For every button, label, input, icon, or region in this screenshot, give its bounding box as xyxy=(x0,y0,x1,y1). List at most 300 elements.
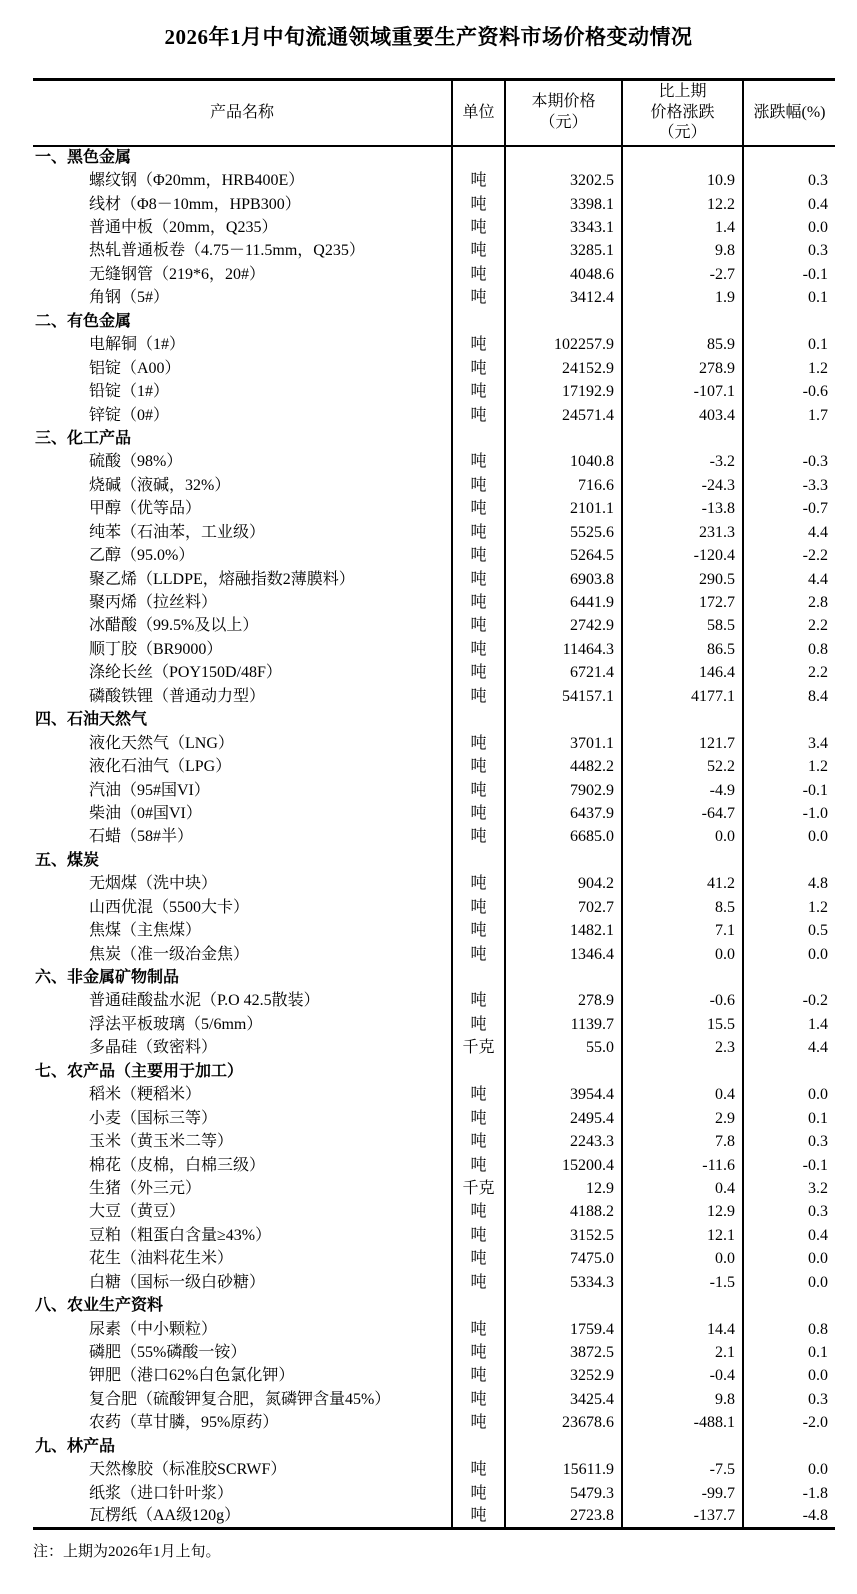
price-cell xyxy=(505,1060,622,1083)
unit-cell: 吨 xyxy=(452,169,505,192)
section-title: 三、化工产品 xyxy=(35,429,132,447)
product-name-cell: 小麦（国标三等） xyxy=(89,1109,218,1127)
unit-cell: 吨 xyxy=(452,1271,505,1294)
price-cell xyxy=(505,966,622,989)
product-row xyxy=(33,380,835,403)
change-cell: 9.8 xyxy=(622,1388,743,1411)
product-row xyxy=(33,591,835,614)
change-cell: -1.5 xyxy=(622,1271,743,1294)
product-name-cell: 硫酸（98%） xyxy=(89,453,183,471)
product-name-cell: 钾肥（港口62%白色氯化钾） xyxy=(89,1367,295,1385)
product-row xyxy=(33,544,835,567)
product-name-cell: 普通硅酸盐水泥（P.O 42.5散装） xyxy=(89,992,320,1010)
product-name-cell: 白糖（国标一级白砂糖） xyxy=(89,1273,266,1291)
product-name-cell: 顺丁胶（BR9000） xyxy=(89,640,223,658)
unit-cell: 吨 xyxy=(452,873,505,896)
price-cell: 3343.1 xyxy=(505,216,622,239)
pct-cell xyxy=(743,709,835,732)
product-name-cell: 磷肥（55%磷酸一铵） xyxy=(89,1344,247,1362)
pct-cell: 0.0 xyxy=(743,1271,835,1294)
unit-cell: 吨 xyxy=(452,521,505,544)
product-row xyxy=(33,1341,835,1364)
product-name-cell: 焦炭（准一级冶金焦） xyxy=(89,945,250,963)
unit-cell: 吨 xyxy=(452,1248,505,1271)
product-name-cell: 石蜡（58#半） xyxy=(89,828,194,846)
pct-cell: -4.8 xyxy=(743,1505,835,1528)
price-cell: 2101.1 xyxy=(505,498,622,521)
price-cell: 6437.9 xyxy=(505,802,622,825)
product-name-cell: 角钢（5#） xyxy=(89,289,170,307)
pct-cell: 2.8 xyxy=(743,591,835,614)
unit-cell: 吨 xyxy=(452,662,505,685)
pct-cell: 0.0 xyxy=(743,943,835,966)
change-cell: 2.1 xyxy=(622,1341,743,1364)
change-cell: 4177.1 xyxy=(622,685,743,708)
unit-cell xyxy=(452,966,505,989)
change-cell: -3.2 xyxy=(622,451,743,474)
product-name-cell: 豆粕（粗蛋白含量≥43%） xyxy=(89,1226,272,1244)
product-name-cell: 锌锭（0#） xyxy=(89,406,170,424)
pct-cell: 1.4 xyxy=(743,1013,835,1036)
unit-cell: 吨 xyxy=(452,1459,505,1482)
change-cell xyxy=(622,966,743,989)
product-name-cell: 焦煤（主焦煤） xyxy=(89,922,202,940)
pct-cell: -0.1 xyxy=(743,779,835,802)
product-row xyxy=(33,1459,835,1482)
product-row xyxy=(33,474,835,497)
pct-cell: 0.3 xyxy=(743,1130,835,1153)
product-name-cell: 普通中板（20mm，Q235） xyxy=(89,219,278,237)
product-name-cell: 涤纶长丝（POY150D/48F） xyxy=(89,664,282,682)
change-cell: 9.8 xyxy=(622,240,743,263)
product-row xyxy=(33,1505,835,1528)
pct-cell: 3.2 xyxy=(743,1177,835,1200)
change-cell: 7.1 xyxy=(622,919,743,942)
unit-cell: 吨 xyxy=(452,732,505,755)
price-cell xyxy=(505,1435,622,1458)
pct-cell: 1.2 xyxy=(743,755,835,778)
section-row xyxy=(33,427,835,450)
product-row xyxy=(33,919,835,942)
product-row xyxy=(33,1013,835,1036)
change-cell: 278.9 xyxy=(622,357,743,380)
product-row xyxy=(33,1201,835,1224)
price-cell: 3398.1 xyxy=(505,193,622,216)
unit-cell xyxy=(452,849,505,872)
price-cell: 24571.4 xyxy=(505,404,622,427)
change-cell: 58.5 xyxy=(622,615,743,638)
unit-cell: 吨 xyxy=(452,802,505,825)
product-row xyxy=(33,638,835,661)
unit-cell: 吨 xyxy=(452,1013,505,1036)
price-cell xyxy=(505,310,622,333)
product-name-cell: 烧碱（液碱，32%） xyxy=(89,476,231,494)
col-header-price-change xyxy=(622,80,743,147)
product-row xyxy=(33,568,835,591)
product-name-cell: 液化石油气（LPG） xyxy=(89,758,232,776)
price-cell xyxy=(505,709,622,732)
product-row xyxy=(33,1107,835,1130)
pct-cell: 0.1 xyxy=(743,1341,835,1364)
product-row xyxy=(33,169,835,192)
price-cell xyxy=(505,849,622,872)
unit-cell xyxy=(452,1060,505,1083)
section-title: 四、石油天然气 xyxy=(35,711,148,729)
product-row xyxy=(33,521,835,544)
product-row xyxy=(33,826,835,849)
pct-cell xyxy=(743,310,835,333)
price-cell: 3701.1 xyxy=(505,732,622,755)
change-cell: -64.7 xyxy=(622,802,743,825)
change-cell: -4.9 xyxy=(622,779,743,802)
unit-cell: 吨 xyxy=(452,1130,505,1153)
price-cell xyxy=(505,1294,622,1317)
product-row xyxy=(33,943,835,966)
unit-cell: 吨 xyxy=(452,896,505,919)
pct-cell: 0.0 xyxy=(743,1365,835,1388)
change-cell xyxy=(622,146,743,169)
product-row xyxy=(33,802,835,825)
product-name-cell: 棉花（皮棉，白棉三级） xyxy=(89,1156,266,1174)
price-cell: 278.9 xyxy=(505,990,622,1013)
section-row xyxy=(33,709,835,732)
pct-cell: -2.0 xyxy=(743,1412,835,1435)
unit-cell: 吨 xyxy=(452,1505,505,1528)
pct-cell: 0.4 xyxy=(743,1224,835,1247)
unit-cell: 吨 xyxy=(452,1482,505,1505)
change-cell: -120.4 xyxy=(622,544,743,567)
product-name-cell: 大豆（黄豆） xyxy=(89,1203,186,1221)
change-cell: 15.5 xyxy=(622,1013,743,1036)
page-title: 2026年1月中旬流通领域重要生产资料市场价格变动情况 xyxy=(164,25,693,49)
product-row xyxy=(33,1412,835,1435)
pct-cell: 0.3 xyxy=(743,1201,835,1224)
product-name-cell: 线材（Φ8－10mm，HPB300） xyxy=(89,195,301,213)
product-row xyxy=(33,1224,835,1247)
change-cell: -137.7 xyxy=(622,1505,743,1528)
change-cell: 0.0 xyxy=(622,1248,743,1271)
unit-cell: 吨 xyxy=(452,334,505,357)
pct-cell: 0.3 xyxy=(743,169,835,192)
product-name-cell: 花生（油料花生米） xyxy=(89,1250,234,1268)
col-header-current-price-line2: （元） xyxy=(539,114,588,131)
change-cell: -107.1 xyxy=(622,380,743,403)
product-row xyxy=(33,1388,835,1411)
price-cell: 3202.5 xyxy=(505,169,622,192)
change-cell: 14.4 xyxy=(622,1318,743,1341)
pct-cell: 2.2 xyxy=(743,662,835,685)
pct-cell: 0.0 xyxy=(743,216,835,239)
product-row xyxy=(33,498,835,521)
price-cell xyxy=(505,427,622,450)
product-name-cell: 汽油（95#国VI） xyxy=(89,781,210,799)
price-cell: 7475.0 xyxy=(505,1248,622,1271)
unit-cell xyxy=(452,709,505,732)
pct-cell: -0.6 xyxy=(743,380,835,403)
price-cell: 102257.9 xyxy=(505,334,622,357)
col-header-change-pct: 涨跌幅(%) xyxy=(743,80,835,147)
product-row xyxy=(33,1318,835,1341)
price-cell: 716.6 xyxy=(505,474,622,497)
change-cell: 12.9 xyxy=(622,1201,743,1224)
change-cell: 0.4 xyxy=(622,1177,743,1200)
price-cell: 5334.3 xyxy=(505,1271,622,1294)
product-name-cell: 聚丙烯（拉丝料） xyxy=(89,594,218,612)
unit-cell: 吨 xyxy=(452,755,505,778)
product-name-cell: 铝锭（A00） xyxy=(89,359,181,377)
col-header-price-change-line3: （元） xyxy=(658,124,707,142)
pct-cell: 0.0 xyxy=(743,1459,835,1482)
price-cell: 1139.7 xyxy=(505,1013,622,1036)
pct-cell: 1.2 xyxy=(743,896,835,919)
price-cell: 1346.4 xyxy=(505,943,622,966)
unit-cell: 吨 xyxy=(452,685,505,708)
product-row xyxy=(33,1177,835,1200)
unit-cell: 吨 xyxy=(452,193,505,216)
unit-cell: 吨 xyxy=(452,240,505,263)
section-title: 八、农业生产资料 xyxy=(35,1297,164,1315)
unit-cell: 吨 xyxy=(452,357,505,380)
change-cell: 2.3 xyxy=(622,1037,743,1060)
product-row xyxy=(33,873,835,896)
price-cell: 15611.9 xyxy=(505,1459,622,1482)
unit-cell: 吨 xyxy=(452,404,505,427)
price-cell: 6903.8 xyxy=(505,568,622,591)
change-cell: -7.5 xyxy=(622,1459,743,1482)
change-cell: 7.8 xyxy=(622,1130,743,1153)
col-header-current-price-line1: 本期价格 xyxy=(531,93,596,111)
price-cell: 55.0 xyxy=(505,1037,622,1060)
price-cell xyxy=(505,146,622,169)
pct-cell: 0.1 xyxy=(743,287,835,310)
price-cell: 4188.2 xyxy=(505,1201,622,1224)
price-cell: 7902.9 xyxy=(505,779,622,802)
price-cell: 6721.4 xyxy=(505,662,622,685)
change-cell: 41.2 xyxy=(622,873,743,896)
pct-cell: 4.4 xyxy=(743,568,835,591)
price-cell: 2723.8 xyxy=(505,1505,622,1528)
product-row xyxy=(33,287,835,310)
section-row xyxy=(33,1060,835,1083)
change-cell: 86.5 xyxy=(622,638,743,661)
unit-cell: 吨 xyxy=(452,638,505,661)
product-row xyxy=(33,1154,835,1177)
pct-cell: 4.8 xyxy=(743,873,835,896)
section-row xyxy=(33,966,835,989)
price-cell: 2495.4 xyxy=(505,1107,622,1130)
change-cell: -488.1 xyxy=(622,1412,743,1435)
price-cell: 2742.9 xyxy=(505,615,622,638)
product-name-cell: 磷酸铁锂（普通动力型） xyxy=(89,687,266,705)
price-cell: 23678.6 xyxy=(505,1412,622,1435)
unit-cell: 吨 xyxy=(452,919,505,942)
unit-cell: 吨 xyxy=(452,1084,505,1107)
product-row xyxy=(33,896,835,919)
section-title: 六、非金属矿物制品 xyxy=(35,969,180,987)
price-cell: 6685.0 xyxy=(505,826,622,849)
unit-cell: 吨 xyxy=(452,498,505,521)
product-name-cell: 纯苯（石油苯，工业级） xyxy=(89,523,266,541)
product-name-cell: 纸浆（进口针叶浆） xyxy=(89,1484,234,1502)
pct-cell: 2.2 xyxy=(743,615,835,638)
product-row xyxy=(33,1037,835,1060)
section-title: 二、有色金属 xyxy=(35,312,132,330)
col-header-price-change-line1: 比上期 xyxy=(658,82,707,100)
section-row xyxy=(33,310,835,333)
unit-cell: 吨 xyxy=(452,826,505,849)
change-cell: -99.7 xyxy=(622,1482,743,1505)
pct-cell: 0.0 xyxy=(743,1084,835,1107)
pct-cell: 4.4 xyxy=(743,1037,835,1060)
pct-cell xyxy=(743,966,835,989)
pct-cell: 0.8 xyxy=(743,638,835,661)
col-header-price-change-line2: 价格涨跌 xyxy=(650,103,715,121)
pct-cell: 0.1 xyxy=(743,334,835,357)
product-row xyxy=(33,1365,835,1388)
unit-cell: 吨 xyxy=(452,1224,505,1247)
pct-cell: -0.2 xyxy=(743,990,835,1013)
product-name-cell: 瓦楞纸（AA级120g） xyxy=(89,1507,241,1525)
product-row xyxy=(33,451,835,474)
product-name-cell: 冰醋酸（99.5%及以上） xyxy=(89,617,259,635)
product-row xyxy=(33,1271,835,1294)
change-cell xyxy=(622,709,743,732)
product-row xyxy=(33,263,835,286)
unit-cell: 吨 xyxy=(452,990,505,1013)
change-cell: -24.3 xyxy=(622,474,743,497)
unit-cell xyxy=(452,310,505,333)
table-body xyxy=(33,146,835,1529)
price-cell: 5525.6 xyxy=(505,521,622,544)
product-row xyxy=(33,216,835,239)
pct-cell: -1.8 xyxy=(743,1482,835,1505)
pct-cell: -1.0 xyxy=(743,802,835,825)
change-cell: 85.9 xyxy=(622,334,743,357)
product-row xyxy=(33,404,835,427)
pct-cell xyxy=(743,1060,835,1083)
change-cell: -0.4 xyxy=(622,1365,743,1388)
product-row xyxy=(33,615,835,638)
price-cell: 5479.3 xyxy=(505,1482,622,1505)
product-row xyxy=(33,240,835,263)
table-header-row xyxy=(33,80,835,147)
unit-cell: 吨 xyxy=(452,1107,505,1130)
change-cell: 231.3 xyxy=(622,521,743,544)
unit-cell: 千克 xyxy=(452,1037,505,1060)
product-name-cell: 浮法平板玻璃（5/6mm） xyxy=(89,1015,263,1033)
change-cell: 0.0 xyxy=(622,943,743,966)
product-name-cell: 农药（草甘膦，95%原药） xyxy=(89,1414,279,1432)
change-cell xyxy=(622,427,743,450)
product-name-cell: 天然橡胶（标准胶SCRWF） xyxy=(89,1461,287,1479)
unit-cell: 吨 xyxy=(452,943,505,966)
product-row xyxy=(33,1248,835,1271)
pct-cell xyxy=(743,146,835,169)
product-row xyxy=(33,662,835,685)
product-name-cell: 尿素（中小颗粒） xyxy=(89,1320,218,1338)
pct-cell: 0.8 xyxy=(743,1318,835,1341)
price-cell: 4048.6 xyxy=(505,263,622,286)
change-cell: 403.4 xyxy=(622,404,743,427)
unit-cell: 吨 xyxy=(452,568,505,591)
pct-cell: 3.4 xyxy=(743,732,835,755)
col-header-current-price xyxy=(505,80,622,147)
product-row xyxy=(33,1084,835,1107)
price-table xyxy=(33,78,835,1530)
product-row xyxy=(33,779,835,802)
pct-cell xyxy=(743,427,835,450)
pct-cell: 0.4 xyxy=(743,193,835,216)
price-cell: 54157.1 xyxy=(505,685,622,708)
product-row xyxy=(33,755,835,778)
product-name-cell: 无缝钢管（219*6，20#） xyxy=(89,265,266,283)
price-cell: 3954.4 xyxy=(505,1084,622,1107)
product-name-cell: 热轧普通板卷（4.75－11.5mm，Q235） xyxy=(89,242,365,260)
section-title: 五、煤炭 xyxy=(35,851,100,869)
pct-cell: 1.7 xyxy=(743,404,835,427)
change-cell: 172.7 xyxy=(622,591,743,614)
product-row xyxy=(33,732,835,755)
change-cell: 8.5 xyxy=(622,896,743,919)
price-cell: 3872.5 xyxy=(505,1341,622,1364)
pct-cell: 0.1 xyxy=(743,1107,835,1130)
product-name-cell: 复合肥（硫酸钾复合肥，氮磷钾含量45%） xyxy=(89,1390,391,1408)
change-cell xyxy=(622,1060,743,1083)
price-cell: 904.2 xyxy=(505,873,622,896)
product-row xyxy=(33,334,835,357)
unit-cell: 吨 xyxy=(452,474,505,497)
section-title: 七、农产品（主要用于加工） xyxy=(35,1062,244,1080)
pct-cell: 0.5 xyxy=(743,919,835,942)
product-name-cell: 乙醇（95.0%） xyxy=(89,547,195,565)
product-name-cell: 无烟煤（洗中块） xyxy=(89,875,218,893)
price-cell: 11464.3 xyxy=(505,638,622,661)
price-cell: 6441.9 xyxy=(505,591,622,614)
pct-cell: -0.7 xyxy=(743,498,835,521)
price-cell: 3152.5 xyxy=(505,1224,622,1247)
unit-cell: 吨 xyxy=(452,380,505,403)
pct-cell: 8.4 xyxy=(743,685,835,708)
unit-cell: 吨 xyxy=(452,1341,505,1364)
change-cell: -13.8 xyxy=(622,498,743,521)
unit-cell xyxy=(452,146,505,169)
product-name-cell: 甲醇（优等品） xyxy=(89,500,202,518)
price-cell: 12.9 xyxy=(505,1177,622,1200)
change-cell: 290.5 xyxy=(622,568,743,591)
price-cell: 4482.2 xyxy=(505,755,622,778)
change-cell: -0.6 xyxy=(622,990,743,1013)
product-row xyxy=(33,685,835,708)
change-cell: 0.0 xyxy=(622,826,743,849)
change-cell: 0.4 xyxy=(622,1084,743,1107)
pct-cell: 4.4 xyxy=(743,521,835,544)
section-row xyxy=(33,1294,835,1317)
change-cell: -2.7 xyxy=(622,263,743,286)
unit-cell xyxy=(452,1294,505,1317)
change-cell: 1.4 xyxy=(622,216,743,239)
change-cell xyxy=(622,1435,743,1458)
pct-cell: -3.3 xyxy=(743,474,835,497)
change-cell: 12.2 xyxy=(622,193,743,216)
section-title: 一、黑色金属 xyxy=(35,149,132,167)
price-cell: 3285.1 xyxy=(505,240,622,263)
change-cell: 12.1 xyxy=(622,1224,743,1247)
unit-cell: 吨 xyxy=(452,1412,505,1435)
change-cell xyxy=(622,849,743,872)
unit-cell: 吨 xyxy=(452,1154,505,1177)
price-cell: 3412.4 xyxy=(505,287,622,310)
pct-cell xyxy=(743,1294,835,1317)
